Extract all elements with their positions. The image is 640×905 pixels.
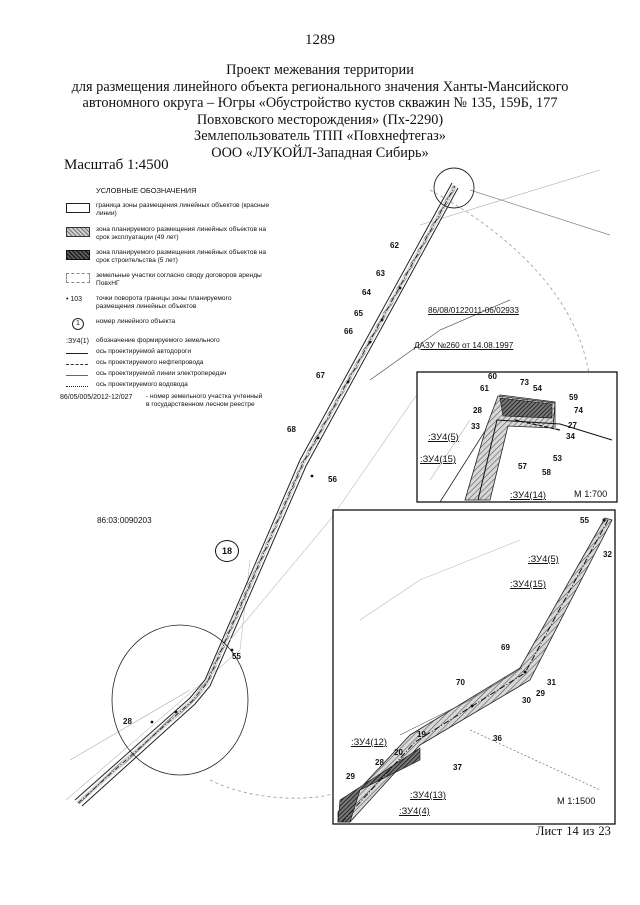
- page-number: 1289: [305, 32, 335, 48]
- sheet-total: 23: [598, 824, 611, 838]
- point-label: 27: [568, 421, 577, 430]
- point-label: 59: [569, 393, 578, 402]
- turn-point: [317, 437, 320, 440]
- of-word: из: [582, 824, 595, 838]
- survey-line: [66, 560, 250, 800]
- point-label: 37: [453, 763, 462, 772]
- turn-point: [231, 649, 234, 652]
- point-label: 58: [542, 468, 551, 477]
- turn-point: [524, 671, 527, 674]
- point-label: 68: [287, 425, 296, 434]
- legend-text: номер линейного объекта: [96, 318, 176, 325]
- point-label: 33: [471, 422, 480, 431]
- main-scale: Масштаб 1:4500: [64, 157, 169, 173]
- turn-point: [347, 381, 350, 384]
- land-plot-label: :ЗУ4(4): [399, 805, 430, 816]
- point-label: 29: [346, 772, 355, 781]
- point-label: 30: [522, 696, 531, 705]
- turn-point: [311, 475, 314, 478]
- point-label: 70: [456, 678, 465, 687]
- point-label: 62: [390, 241, 399, 250]
- land-plot-label: :ЗУ4(14): [510, 489, 547, 500]
- inset-bottom-scale: М 1:1500: [557, 796, 596, 806]
- point-label: 19: [417, 730, 426, 739]
- sheet-counter: [536, 824, 615, 839]
- land-plot-label: :ЗУ4(15): [420, 453, 457, 464]
- object-number-marker: 18: [215, 540, 239, 562]
- point-label: 28: [473, 406, 482, 415]
- turn-point: [603, 519, 606, 522]
- legend-text: обозначение формируемого земельного: [96, 337, 220, 344]
- land-plot-label: :ЗУ4(15): [510, 578, 547, 589]
- title-line: автономного округа – Югры «Обустройство кустов скважин № 135, 159Б, 177: [82, 95, 558, 112]
- turn-point: [381, 319, 384, 322]
- legend-text: - номер земельного участка учтенный в государственном лесном реестре: [146, 393, 263, 408]
- turn-point: [369, 341, 372, 344]
- sheet-word: Лист: [536, 824, 563, 838]
- legend-text: ось проектируемой автодороги: [96, 348, 192, 355]
- legend-text: зона планируемого размещения линейных объектов на срок эксплуатации (49 лет): [96, 226, 267, 241]
- legend-text: ось проектируемой линии электропередач: [96, 370, 227, 377]
- point-label: 55: [580, 516, 589, 525]
- legend-text: зона планируемого размещения линейных объектов на срок строительства (5 лет): [96, 249, 267, 264]
- lease-agreement-label: ДАЗУ №260 от 14.08.1997: [414, 341, 514, 350]
- legend-text: ось проектируемого нефтепровода: [96, 359, 204, 366]
- point-label: 56: [328, 475, 337, 484]
- title-line: для размещения линейного объекта регионального значения Ханты-Мансийского: [71, 78, 569, 95]
- title-line: ООО «ЛУКОЙЛ-Западная Сибирь»: [211, 144, 429, 161]
- land-plot-label: :ЗУ4(5): [428, 431, 459, 442]
- land-plot-label: :ЗУ4(12): [351, 736, 388, 747]
- legend-symbol-zu: :ЗУ4(1): [66, 338, 89, 345]
- lease-boundary-line: [210, 780, 340, 798]
- land-plot-label: :ЗУ4(13): [410, 789, 447, 800]
- legend-symbol-forest-plot: 86/05/005/2012-12/027: [60, 394, 133, 401]
- legend-text: граница зоны размещения линейных объектов (красные линии): [96, 202, 270, 217]
- cadastral-number: 86/08/0122011-06/02933: [428, 306, 519, 315]
- point-label: 28: [375, 758, 384, 767]
- inset-top-scale: М 1:700: [574, 489, 608, 499]
- point-label: 69: [501, 643, 510, 652]
- point-label: 61: [480, 384, 489, 393]
- sheet-number: 14: [566, 824, 579, 838]
- legend-text: точки поворота границы зоны планируемого размещения линейных объектов: [96, 295, 232, 310]
- legend-symbol-object-number: 1: [72, 318, 84, 330]
- legend-text: земельные участки согласно своду договоров аренды ПовхНГ: [96, 272, 262, 287]
- turn-point: [175, 711, 178, 714]
- point-label: 60: [488, 372, 497, 381]
- cadastral-block-number: 86:03:0090203: [97, 516, 152, 525]
- point-label: 54: [533, 384, 542, 393]
- point-label: 53: [553, 454, 562, 463]
- legend-symbol-turn-point: • 103: [66, 296, 83, 303]
- title-line: Землепользователь ТПП «Повхнефтегаз»: [194, 128, 446, 145]
- point-label: 36: [493, 734, 502, 743]
- road-line: [470, 190, 610, 235]
- point-label: 74: [574, 406, 583, 415]
- point-label: 55: [232, 652, 241, 661]
- point-label: 65: [354, 309, 363, 318]
- point-label: 31: [547, 678, 556, 687]
- point-label: 64: [362, 288, 371, 297]
- point-label: 28: [123, 717, 132, 726]
- turn-point: [471, 705, 474, 708]
- turn-point: [151, 721, 154, 724]
- point-label: 57: [518, 462, 527, 471]
- land-plot-label: :ЗУ4(5): [528, 553, 559, 564]
- title-line: Проект межевания территории: [226, 62, 414, 78]
- point-label: 20: [394, 748, 403, 757]
- point-label: 32: [603, 550, 612, 559]
- turn-point: [399, 287, 402, 290]
- point-label: 34: [566, 432, 575, 441]
- point-label: 67: [316, 371, 325, 380]
- point-label: 63: [376, 269, 385, 278]
- point-label: 66: [344, 327, 353, 336]
- point-label: 29: [536, 689, 545, 698]
- legend-heading: УСЛОВНЫЕ ОБОЗНАЧЕНИЯ: [96, 186, 197, 195]
- legend-text: ось проектируемого водовода: [96, 381, 188, 388]
- point-label: 73: [520, 378, 529, 387]
- title-line: Повховского месторождения» (Пх-2290): [196, 111, 444, 128]
